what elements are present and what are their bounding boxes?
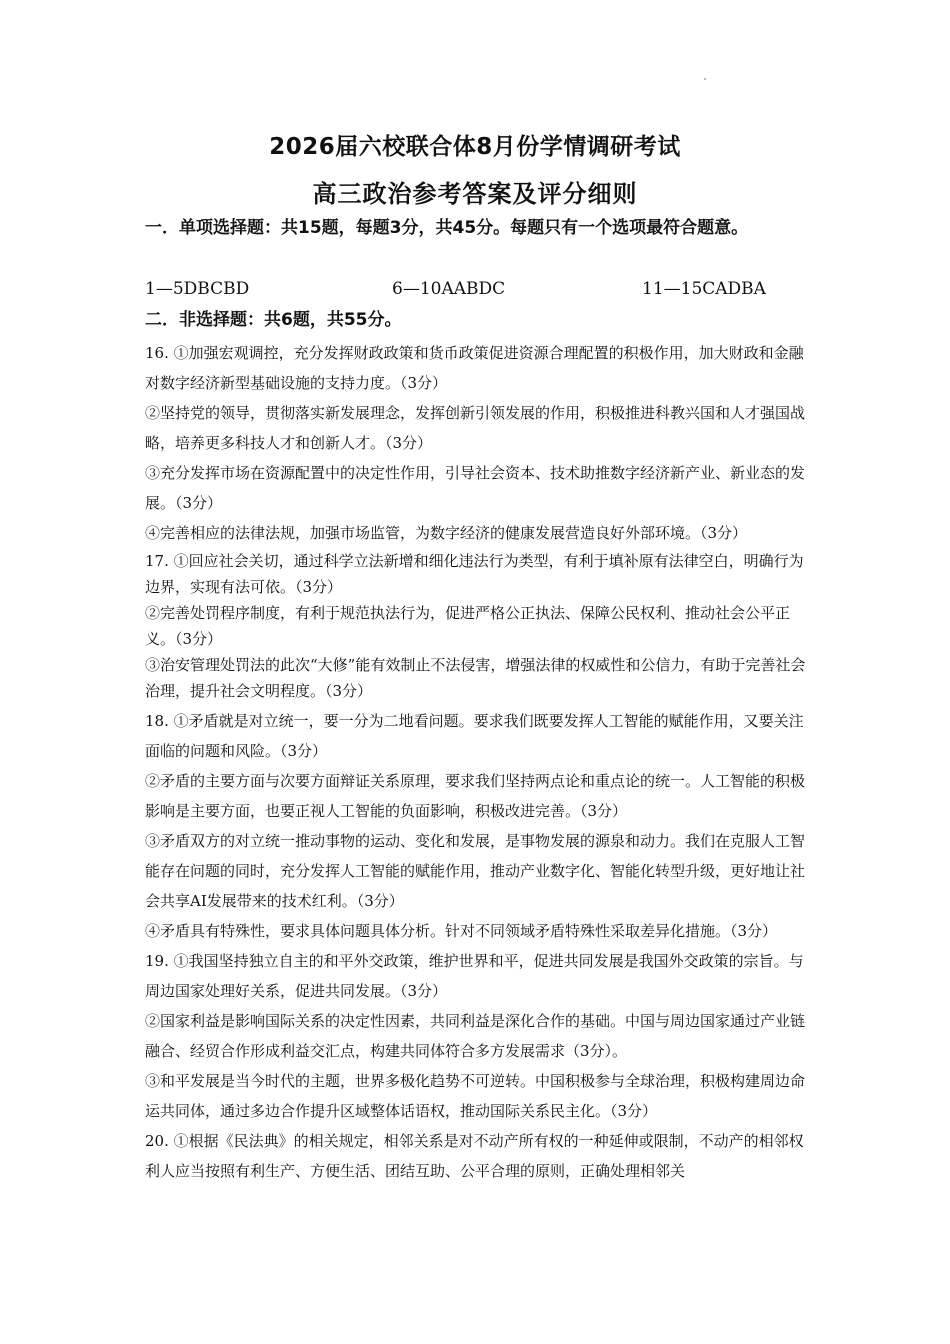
- answer-16-3: ③充分发挥市场在资源配置中的决定性作用，引导社会资本、技术助推数字经济新产业、新业态的发展。（3分）: [145, 464, 806, 512]
- answer-17-3: ③治安管理处罚法的此次“大修”能有效制止不法侵害，增强法律的权威性和公信力，有助于完善社会治理，提升社会文明程度。（3分）: [145, 656, 806, 700]
- answer-18-2: ②矛盾的主要方面与次要方面辩证关系原理，要求我们坚持两点论和重点论的统一。人工智能的积极影响是主要方面，也要正视人工智能的负面影响，积极改进完善。（3分）: [145, 772, 806, 820]
- section-2-heading: 二．非选择题：共6题，共55分。: [145, 310, 402, 330]
- answer-16-4: ④完善相应的法律法规，加强市场监管，为数字经济的健康发展营造良好外部环境。（3分）: [145, 524, 748, 542]
- answer-19-3: ③和平发展是当今时代的主题，世界多极化趋势不可逆转。中国积极参与全球治理，积极构建周边命运共同体，通过多边合作提升区域整体话语权，推动国际关系民主化。（3分）: [145, 1072, 806, 1120]
- answer-17-1: 17. ①回应社会关切，通过科学立法新增和细化违法行为类型，有利于填补原有法律空白，明确行为边界，实现有法可依。（3分）: [145, 552, 804, 596]
- answer-18-4: ④矛盾具有特殊性，要求具体问题具体分析。针对不同领域矛盾特殊性采取差异化措施。（3分）: [145, 922, 778, 940]
- answer-key-1-5: 1—5DBCBD: [145, 279, 250, 299]
- answer-17-2: ②完善处罚程序制度，有利于规范执法行为，促进严格公正执法、保障公民权利、推动社会公平正义。（3分）: [145, 604, 791, 648]
- answer-20-1: 20. ①根据《民法典》的相关规定，相邻关系是对不动产所有权的一种延伸或限制，不动产的相邻权利人应当按照有利生产、方便生活、团结互助、公平合理的原则，正确处理相邻关: [145, 1132, 804, 1180]
- answer-key-11-15: 11—15CADBA: [642, 279, 766, 299]
- answer-19-1: 19. ①我国坚持独立自主的和平外交政策，维护世界和平，促进共同发展是我国外交政策的宗旨。与周边国家处理好关系，促进共同发展。（3分）: [145, 952, 804, 1000]
- answer-19-2: ②国家利益是影响国际关系的决定性因素，共同利益是深化合作的基础。中国与周边国家通过产业链融合、经贸合作形成利益交汇点，构建共同体符合多方发展需求（3分）。: [145, 1012, 806, 1060]
- answer-body: [145, 338, 810, 1186]
- answer-key-6-10: 6—10AABDC: [392, 279, 506, 299]
- document-subtitle: 高三政治参考答案及评分细则: [312, 180, 638, 208]
- document-title: 2026届六校联合体8月份学情调研考试: [269, 134, 681, 160]
- answer-18-1: 18. ①矛盾就是对立统一，要一分为二地看问题。要求我们既要发挥人工智能的赋能作用，又要关注面临的问题和风险。（3分）: [145, 712, 804, 760]
- answer-18-3: ③矛盾双方的对立统一推动事物的运动、变化和发展，是事物发展的源泉和动力。我们在克服人工智能存在问题的同时，充分发挥人工智能的赋能作用，推动产业数字化、智能化转型升级，更好地让社会共享AI发展带来的技术红利。（3分）: [145, 832, 806, 910]
- section-1-heading: 一．单项选择题：共15题，每题3分，共45分。每题只有一个选项最符合题意。: [145, 218, 749, 238]
- answer-key-row: [145, 279, 810, 303]
- scan-speck: [704, 78, 706, 80]
- answer-16-1: 16. ①加强宏观调控，充分发挥财政政策和货币政策促进资源合理配置的积极作用，加大财政和金融对数字经济新型基础设施的支持力度。（3分）: [145, 344, 804, 392]
- answer-16-2: ②坚持党的领导，贯彻落实新发展理念，发挥创新引领发展的作用，积极推进科教兴国和人才强国战略，培养更多科技人才和创新人才。（3分）: [145, 404, 806, 452]
